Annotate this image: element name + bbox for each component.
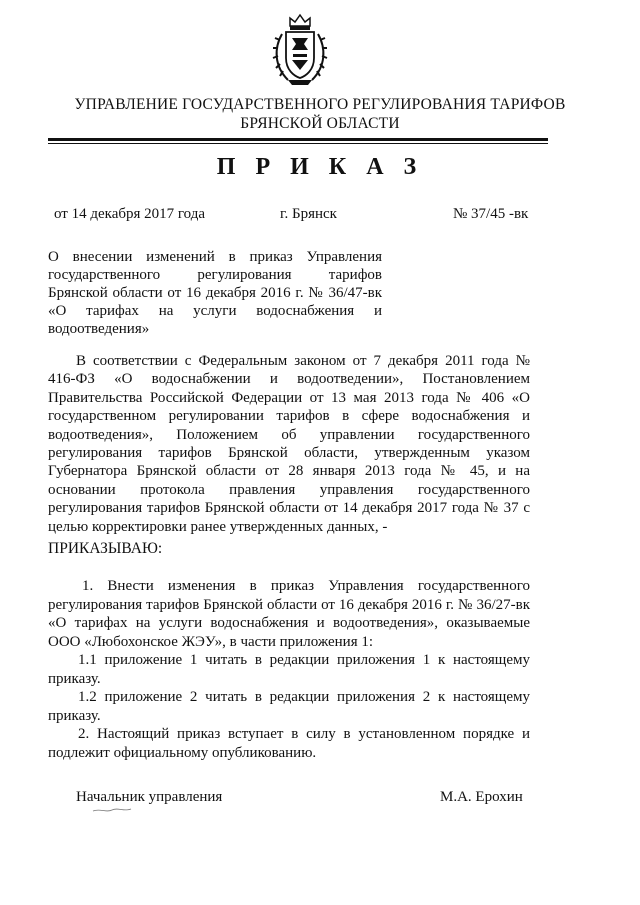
preamble-line: регулирования тарифов Брянской области от 14 декабря 2017 года № 37 с bbox=[48, 500, 530, 517]
preamble-line: водоотведения», Положением об управлении государственного bbox=[48, 426, 530, 443]
preamble-line: государственном регулировании тарифов в сфере водоснабжения и bbox=[48, 408, 530, 425]
preamble-line: регулирования тарифов Брянской области, утвержденным указом bbox=[48, 445, 530, 462]
subject-line: водоотведения» bbox=[48, 321, 150, 337]
subject-line: государственного регулирования тарифов bbox=[48, 267, 382, 283]
preamble-line: Губернатора Брянской области от 28 января 2013 года № 45, и на bbox=[48, 463, 530, 480]
signatory-name: М.А. Ерохин bbox=[440, 789, 523, 805]
signature-mark bbox=[92, 806, 132, 814]
item-1-2-line: приказу. bbox=[48, 707, 101, 724]
item-1-2-line: 1.2 приложение 2 читать в редакции приложения 2 к настоящему bbox=[78, 689, 530, 705]
document-city: г. Брянск bbox=[280, 206, 337, 222]
preamble-line: В соответствии с Федеральным законом от 7 декабря 2011 года № bbox=[76, 353, 530, 369]
document-date: от 14 декабря 2017 года bbox=[54, 206, 206, 222]
document-subject bbox=[48, 248, 382, 338]
subject-line: Брянской области от 16 декабря 2016 г. № 36/47-вк bbox=[48, 285, 382, 301]
preamble-line: основании протокола правления управления государственного bbox=[48, 481, 530, 498]
signatory-position: Начальник управления bbox=[76, 789, 223, 805]
organization-header bbox=[40, 95, 600, 133]
item-2-line: 2. Настоящий приказ вступает в силу в установленном порядке и bbox=[78, 726, 530, 742]
preamble-line: 416-ФЗ «О водоснабжении и водоотведении», Постановлением bbox=[48, 371, 530, 388]
header-divider-thin bbox=[48, 143, 548, 144]
item-2-line: подлежит официальному опубликованию. bbox=[48, 744, 317, 761]
item-1-line: ООО «Любохонское ЖЭУ», в части приложения 1: bbox=[48, 633, 374, 650]
document-title: П Р И К А З bbox=[216, 154, 424, 180]
header-divider-thick bbox=[48, 138, 548, 141]
organization-line: БРЯНСКОЙ ОБЛАСТИ bbox=[240, 115, 400, 132]
item-1-line: регулирования тарифов Брянской области от 16 декабря 2016 г. № 36/27-вк bbox=[48, 596, 530, 613]
subject-line: «О тарифах на услуги водоснабжения и bbox=[48, 303, 382, 319]
order-heading: ПРИКАЗЫВАЮ: bbox=[48, 540, 163, 557]
organization-line: УПРАВЛЕНИЕ ГОСУДАРСТВЕННОГО РЕГУЛИРОВАНИЯ ТАРИФОВ bbox=[74, 96, 566, 113]
coat-of-arms-emblem bbox=[268, 12, 332, 88]
preamble-paragraph bbox=[48, 352, 530, 536]
item-1-1-line: приказу. bbox=[48, 670, 101, 687]
preamble-line: Правительства Российской Федерации от 13 мая 2013 года № 406 «О bbox=[48, 389, 530, 406]
item-1-1-line: 1.1 приложение 1 читать в редакции приложения 1 к настоящему bbox=[78, 652, 530, 668]
item-1-line: «О тарифах на услуги водоснабжения и водоотведения», оказываемые bbox=[48, 615, 530, 631]
document-number: № 37/45 -вк bbox=[453, 206, 529, 222]
order-items bbox=[48, 577, 530, 762]
preamble-line: целью корректировки ранее утвержденных данных, - bbox=[48, 518, 388, 535]
item-1-line: 1. Внести изменения в приказ Управления государственного bbox=[82, 578, 530, 594]
subject-line: О внесении изменений в приказ Управления bbox=[48, 249, 382, 265]
